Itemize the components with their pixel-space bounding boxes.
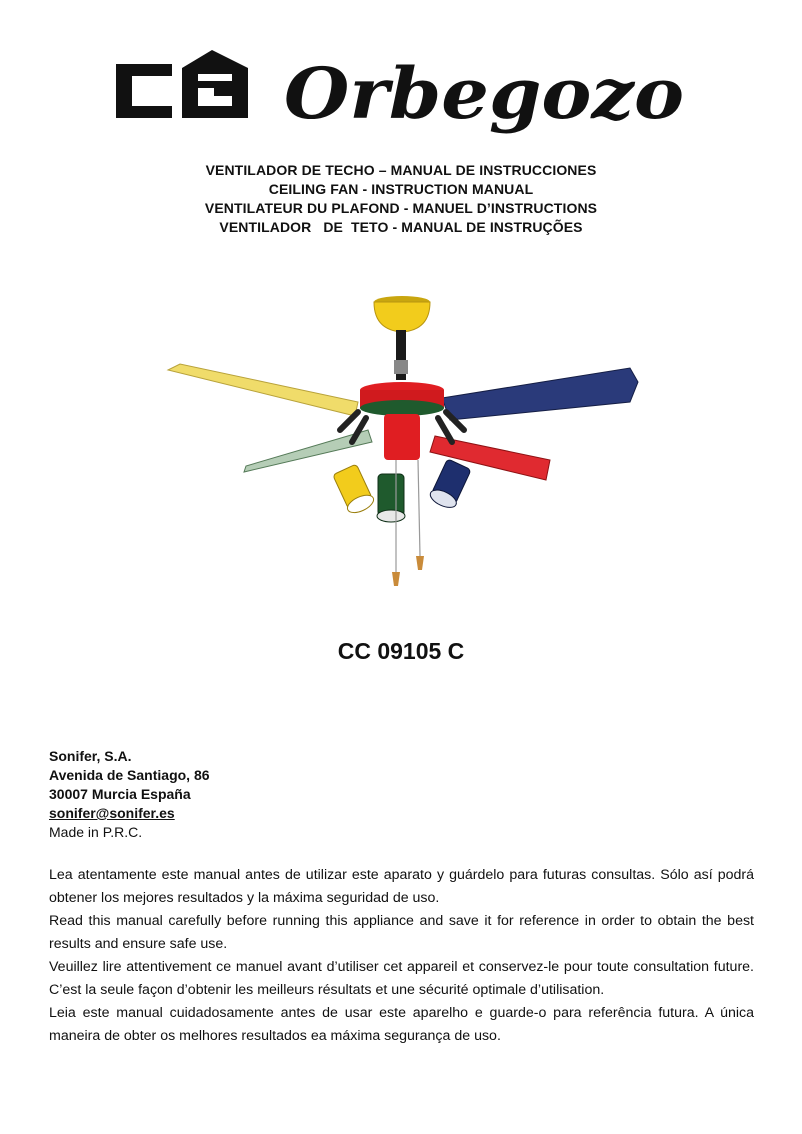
company-city: 30007 Murcia España — [49, 786, 191, 802]
country-of-origin: Made in P.R.C. — [49, 824, 143, 840]
title-pt: VENTILADOR DE TETO - MANUAL DE INSTRUÇÕES — [219, 219, 583, 235]
intro-text — [49, 864, 754, 1048]
brand-name: Orbegozo — [284, 52, 684, 135]
manual-titles — [0, 161, 802, 237]
model-number: CC 09105 C — [337, 638, 465, 664]
company-address — [49, 747, 210, 842]
intro-en: Read this manual carefully before running this appliance and save it for reference in order to obtain the best results and ensure safe use. — [49, 913, 754, 952]
title-es: VENTILADOR DE TECHO – MANUAL DE INSTRUCCIONES — [205, 162, 597, 178]
company-name: Sonifer, S.A. — [49, 748, 132, 764]
company-email-link[interactable]: sonifer@sonifer.es — [49, 805, 175, 821]
title-fr: VENTILATEUR DU PLAFOND - MANUEL D’INSTRUCTIONS — [204, 200, 598, 216]
intro-fr: Veuillez lire attentivement ce manuel avant d’utiliser cet appareil et conservez-le pour toute consultation future. C’est la seule façon d’obtenir les meilleurs résultats et une sécurité optimale d’utilisation. — [49, 959, 754, 998]
title-en: CEILING FAN - INSTRUCTION MANUAL — [268, 181, 534, 197]
ceiling-fan-illustration — [160, 290, 650, 600]
brand-logo — [112, 44, 692, 140]
intro-pt: Leia este manual cuidadosamente antes de usar este aparelho e guarde-o para referência futura. A única maneira de obter os melhores resultados ea máxima segurança de uso. — [49, 1005, 754, 1044]
intro-es: Lea atentamente este manual antes de utilizar este aparato y guárdelo para futuras consultas. Sólo así podrá obtener los mejores resultados y la máxima seguridad de uso. — [49, 867, 754, 906]
company-street: Avenida de Santiago, 86 — [49, 767, 210, 783]
house-logo-icon — [116, 50, 248, 118]
